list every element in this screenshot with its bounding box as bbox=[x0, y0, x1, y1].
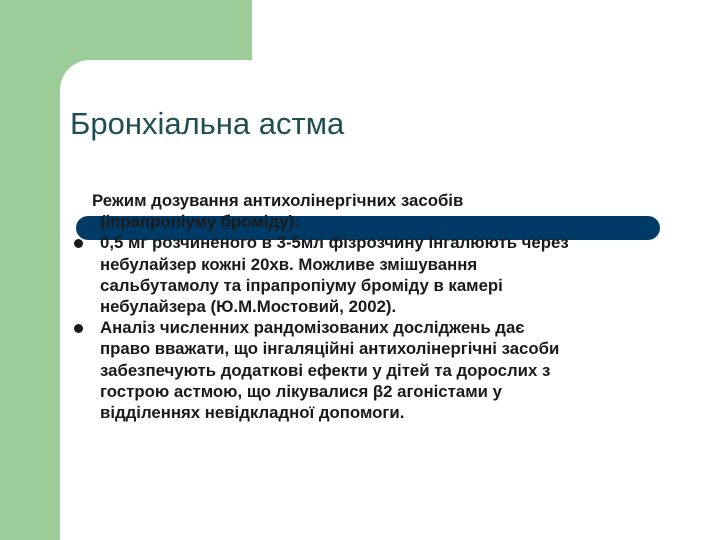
bullet-item-1 bbox=[74, 232, 674, 317]
bullet-2-line-1: Аналіз численних рандомізованих досліджень дає bbox=[100, 318, 525, 338]
intro-line-1: Режим дозування антихолінергічних засобів bbox=[92, 191, 464, 210]
bullet-1-line-4: небулайзера (Ю.М.Мостовий, 2002). bbox=[100, 297, 397, 317]
bullet-1-line-3: сальбутамолу та іпрапропіуму броміду в камері bbox=[100, 275, 503, 295]
intro-line-2: (іпрапропіуму броміду): bbox=[100, 212, 300, 232]
bullet-dot-icon bbox=[74, 324, 83, 333]
bullet-1-line-1: 0,5 мг розчиненого в 3-5мл фізрозчину інгалюють через bbox=[100, 233, 569, 253]
bullet-2-line-5: відділеннях невідкладної допомоги. bbox=[100, 403, 405, 423]
bullet-2-line-2: право вважати, що інгаляційні антихолінергічні засоби bbox=[100, 339, 560, 359]
slide-title: Бронхіальна астма bbox=[70, 106, 345, 141]
intro-paragraph bbox=[74, 190, 674, 232]
bullet-dot-icon bbox=[74, 239, 83, 248]
bullet-2-line-3: забезпечують додаткові ефекти у дітей та дорослих з bbox=[100, 360, 551, 380]
green-left-strip bbox=[0, 0, 60, 540]
slide-content bbox=[74, 190, 674, 423]
bullet-item-2 bbox=[74, 317, 674, 423]
bullet-2-line-4: гострою астмою, що лікувалися β2 агоністами у bbox=[100, 381, 502, 401]
bullet-1-line-2: небулайзер кожні 20хв. Можливе змішування bbox=[100, 254, 478, 274]
